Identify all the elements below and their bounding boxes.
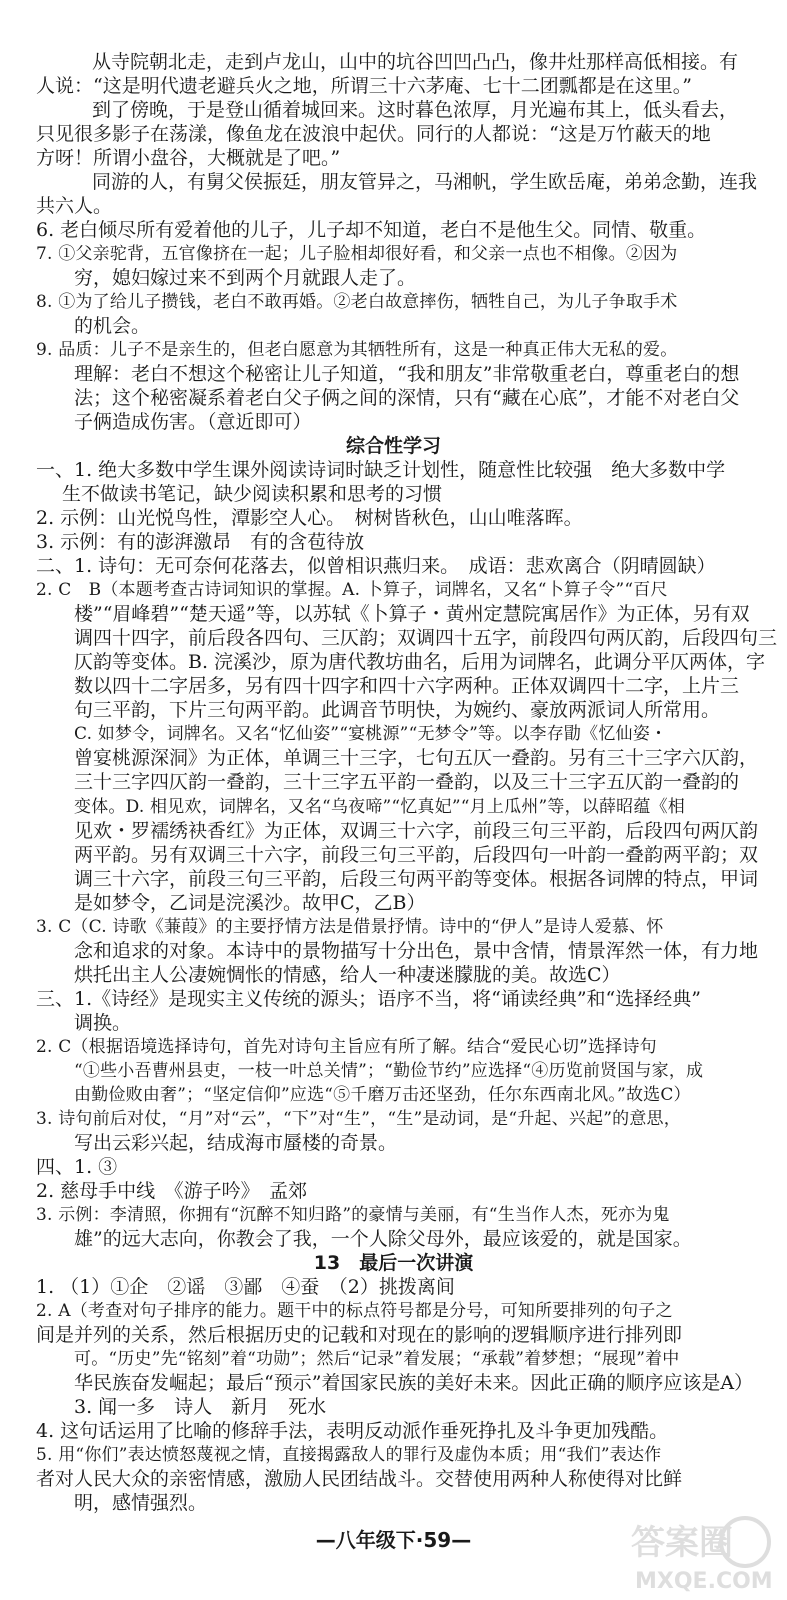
text-line: 变体。D. 相见欢，词牌名，又名“乌夜啼”“忆真妃”“月上瓜州”等，以薛昭蕴《相 — [74, 797, 685, 817]
text-line: 间是并列的关系，然后根据历史的记载和对现在的影响的逻辑顺序进行排列即 — [36, 1324, 683, 1346]
text-line: 2. C（根据语境选择诗句，首先对诗句主旨应有所了解。结合“爱民心切”选择诗句 — [36, 1037, 657, 1057]
text-line: 2. 慈母手中线 《游子吟》 孟郊 — [36, 1180, 308, 1202]
text-line: 调换。 — [74, 1012, 132, 1034]
text-line: 数以四十二字居多，另有四十四字和四十六字两种。正体双调四十二字，上片三 — [74, 675, 740, 697]
text-line: 共六人。 — [36, 195, 113, 217]
text-line: 雄”的远大志向，你教会了我，一个人除父母外，最应该爱的，就是国家。 — [74, 1228, 692, 1250]
text-line: 烘托出主人公凄婉惆怅的情感，给人一种凄迷朦胧的美。故选C） — [74, 964, 621, 986]
text-line: 华民族奋发崛起；最后“预示”着国家民族的美好未来。因此正确的顺序应该是A） — [74, 1372, 754, 1394]
text-line: “①些小吾曹州县吏，一枝一叶总关情”；“勤俭节约”应选择“④历览前贤国与家，成 — [74, 1061, 704, 1081]
text-line: 调三十六字，前段三句三平韵，后段三句两平韵等变体。根据各词牌的特点，甲词 — [74, 868, 759, 890]
text-line: 理解：老白不想这个秘密让儿子知道，“我和朋友”非常敬重老白，尊重老白的想 — [74, 363, 740, 385]
text-line: 两平韵。另有双调三十六字，前段三句三平韵，后段四句一叶韵一叠韵两平韵；双 — [74, 844, 759, 866]
text-line: 从寺院朝北走，走到卢龙山，山中的坑谷凹凹凸凸，像井灶那样高低相接。有 — [92, 51, 739, 73]
text-line: 三十三字四仄韵一叠韵，三十三字五平韵一叠韵，以及三十三字五仄韵一叠韵的 — [74, 771, 740, 793]
text-line: 明，感情强烈。 — [74, 1492, 208, 1514]
text-line: 楼”“眉峰碧”“楚天遥”等，以苏轼《卜算子・黄州定慧院寓居作》为正体，另有双 — [74, 603, 750, 625]
section-heading: 13 最后一次讲演 — [313, 1252, 474, 1274]
text-line: C. 如梦令，词牌名。又名“忆仙姿”“宴桃源”“无梦令”等。以李存勖《忆仙姿・ — [74, 724, 668, 744]
text-line: 8. ①为了给儿子攒钱，老白不敢再婚。②老白故意摔伤，牺牲自己，为儿子争取手术 — [36, 292, 678, 312]
text-line: 3. 示例：李清照，你拥有“沉醉不知归路”的豪情与美丽，有“生当作人杰，死亦为鬼 — [36, 1205, 670, 1225]
text-line: 2. A（考查对句子排序的能力。题干中的标点符号都是分号，可知所要排列的句子之 — [36, 1301, 673, 1321]
text-line: 者对人民大众的亲密情感，激励人民团结战斗。交替使用两种人称使得对比鲜 — [36, 1468, 683, 1490]
text-line: 调四十四字，前后段各四句、三仄韵；双调四十五字，前段四句两仄韵，后段四句三 — [74, 627, 778, 649]
text-line: 念和追求的对象。本诗中的景物描写十分出色，景中含情，情景浑然一体，有力地 — [74, 940, 759, 962]
text-line: 4. 这句话运用了比喻的修辞手法，表明反动派作垂死挣扎及斗争更加残酷。 — [36, 1420, 669, 1442]
text-line: 6. 老白倾尽所有爱着他的儿子，儿子却不知道，老白不是他生父。同情、敬重。 — [36, 219, 707, 241]
text-line: 方呀！所谓小盘谷，大概就是了吧。” — [36, 147, 341, 169]
text-line: 法；这个秘密凝系着老白父子俩之间的深情，只有“藏在心底”，才能不对老白父 — [74, 387, 740, 409]
text-line: 2. C B（本题考查古诗词知识的掌握。A. 卜算子，词牌名，又名“卜算子令”“百尺 — [36, 580, 668, 600]
text-line: 曾宴桃源深洞》为正体，单调三十三字，七句五仄一叠韵。另有三十三字六仄韵， — [74, 747, 759, 769]
text-line: 人说：“这是明代遗老避兵火之地，所谓三十六茅庵、七十二团瓢都是在这里。” — [36, 75, 692, 97]
text-line: 3. 诗句前后对仗，“月”对“云”，“下”对“生”，“生”是动词，是“升起、兴起”的意思， — [36, 1109, 681, 1129]
text-line: 穷，媳妇嫁过来不到两个月就跟人走了。 — [74, 267, 417, 289]
section-heading: 综合性学习 — [345, 435, 441, 457]
text-line: 3. C（C. 诗歌《蒹葭》的主要抒情方法是借景抒情。诗中的“伊人”是诗人爱慕、怀 — [36, 917, 664, 937]
page-footer: —八年级下·59— — [315, 1528, 472, 1552]
watermark-logo-text: 答案圈 — [631, 1523, 733, 1563]
text-line: 7. ①父亲驼背，五官像挤在一起；儿子脸相却很好看，和父亲一点也不相像。②因为 — [36, 244, 678, 264]
text-line: 3. 示例：有的澎湃激昂 有的含苞待放 — [36, 531, 365, 553]
text-line: 到了傍晚，于是登山循着城回来。这时暮色浓厚，月光遍布其上，低头看去， — [92, 99, 739, 121]
text-line: 三、1.《诗经》是现实主义传统的源头；语序不当，将“诵读经典”和“选择经典” — [36, 988, 701, 1010]
text-line: 由勤俭败由奢”；“坚定信仰”应选“⑤千磨万击还坚劲，任尔东西南北风。”故选C） — [74, 1085, 691, 1105]
text-line: 2. 示例：山光悦鸟性，潭影空人心。 树树皆秋色，山山唯落晖。 — [36, 507, 583, 529]
text-line: 的机会。 — [74, 315, 151, 337]
text-line: 仄韵等变体。B. 浣溪沙，原为唐代教坊曲名，后用为词牌名，此调分平仄两体，字 — [74, 651, 766, 673]
text-line: 是如梦令，乙词是浣溪沙。故甲C，乙B） — [74, 892, 426, 914]
text-line: 见欢・罗襦绣袂香红》为正体，双调三十六字，前段三句三平韵，后段四句两仄韵 — [74, 820, 759, 842]
text-line: 句三平韵，下片三句两平韵。此调音节明快，为婉约、豪放两派词人所常用。 — [74, 699, 721, 721]
text-line: 子俩造成伤害。（意近即可） — [74, 411, 312, 433]
watermark-logo — [625, 1512, 775, 1594]
text-line: 可。“历史”先“铭刻”着“功勋”；然后“记录”着发展；“承载”着梦想；“展现”着中 — [74, 1349, 680, 1369]
text-line: 5. 用“你们”表达愤怒蔑视之情，直接揭露敌人的罪行及虚伪本质；用“我们”表达作 — [36, 1445, 662, 1465]
text-line: 3. 闻一多 诗人 新月 死水 — [74, 1396, 327, 1418]
text-line: 写出云彩兴起，结成海市蜃楼的奇景。 — [74, 1132, 398, 1154]
text-line: 1. （1）①企 ②谣 ③鄙 ④蚕 （2）挑拨离间 — [36, 1276, 455, 1298]
text-line: 二、1. 诗句：无可奈何花落去，似曾相识燕归来。 成语：悲欢离合（阴晴圆缺） — [36, 555, 716, 577]
text-line: 只见很多影子在荡漾，像鱼龙在波浪中起伏。同行的人都说：“这是万竹蔽天的地 — [36, 123, 711, 145]
watermark-url-text: MXQE.COM — [635, 1569, 773, 1594]
text-line: 四、1. ③ — [36, 1156, 118, 1178]
text-line: 同游的人，有舅父侯振廷，朋友管异之，马湘帆，学生欧岳庵，弟弟念勤，连我 — [92, 171, 758, 193]
text-line: 生不做读书笔记，缺少阅读积累和思考的习惯 — [62, 483, 443, 505]
text-line: 一、1. 绝大多数中学生课外阅读诗词时缺乏计划性，随意性比较强 绝大多数中学 — [36, 459, 726, 481]
text-line: 9. 品质：儿子不是亲生的，但老白愿意为其牺牲所有，这是一种真正伟大无私的爱。 — [36, 340, 678, 360]
